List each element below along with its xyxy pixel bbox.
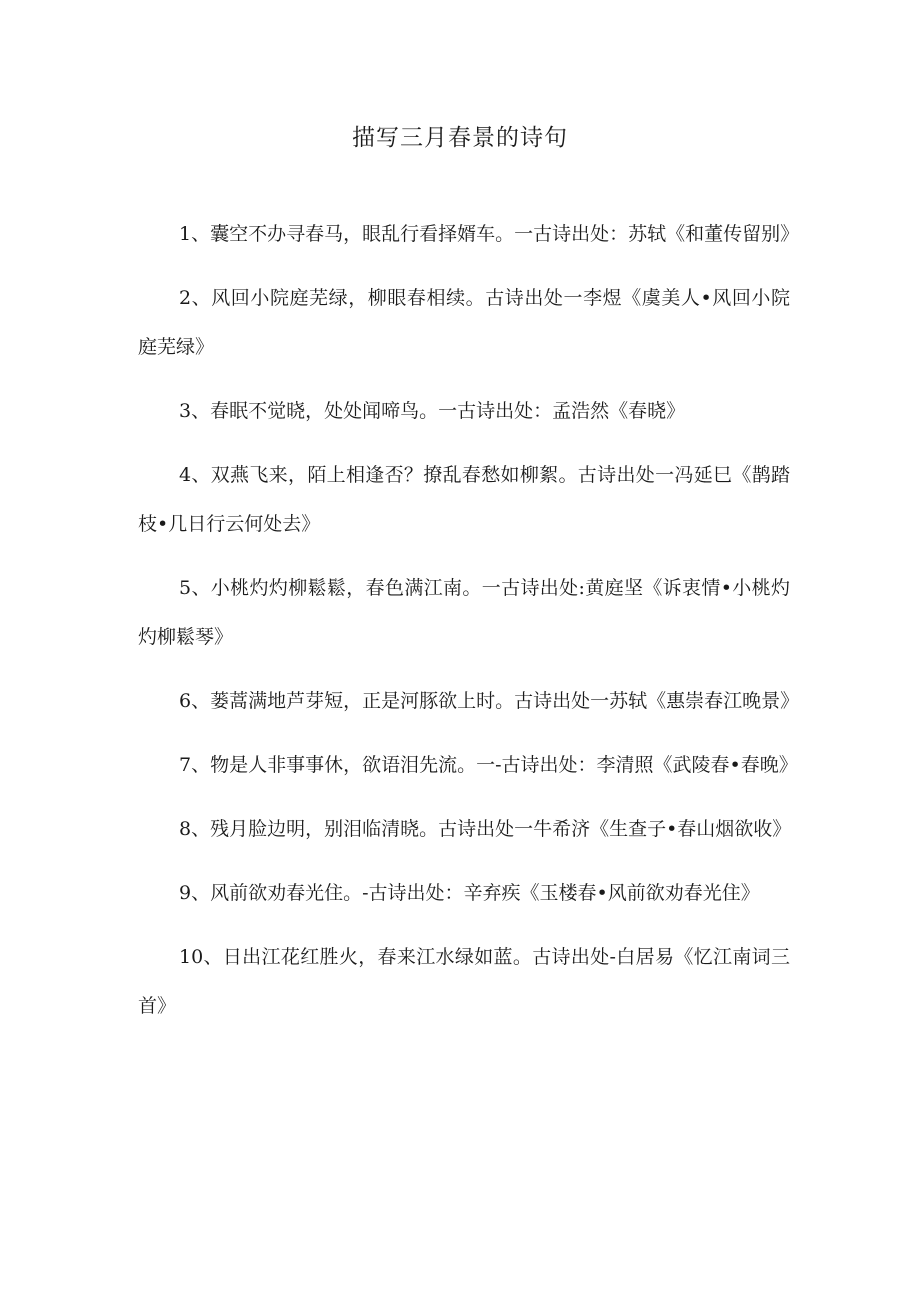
poem-item-2: 2、风回小院庭芜绿，柳眼春相续。古诗出处一李煜《虞美人•风回小院庭芜绿》 xyxy=(138,287,790,358)
poem-item-6: 6、蒌蒿满地芦芽短，正是河豚欲上时。古诗出处一苏轼《惠崇春江晚景》 xyxy=(179,690,800,712)
poem-item-1: 1、囊空不办寻春马，眼乱行看择婿车。一古诗出处：苏轼《和董传留别》 xyxy=(179,223,800,245)
poem-item-4: 4、双燕飞来，陌上相逢否？撩乱春愁如柳絮。古诗出处一冯延巳《鹊踏枝•几日行云何处去》 xyxy=(138,464,790,535)
poem-item-10: 10、日出江花红胜火，春来江水绿如蓝。古诗出处-白居易《忆江南词三首》 xyxy=(138,946,790,1017)
poem-item-8: 8、残月脸边明，别泪临清晓。古诗出处一牛希济《生查子•春山烟欲收》 xyxy=(179,818,792,840)
poem-list xyxy=(138,210,800,1046)
page-title: 描写三月春景的诗句 xyxy=(352,125,568,151)
poem-item-5: 5、小桃灼灼柳鬆鬆，春色满江南。一古诗出处:黄庭坚《诉衷情•小桃灼灼柳鬆琴》 xyxy=(138,577,790,648)
poem-item-3: 3、春眠不觉晓，处处闻啼鸟。一古诗出处：孟浩然《春晓》 xyxy=(179,400,686,422)
poem-item-9: 9、风前欲劝春光住。-古诗出处：辛弃疾《玉楼春•风前欲劝春光住》 xyxy=(179,882,760,904)
poem-item-7: 7、物是人非事事休，欲语泪先流。一-古诗出处：李清照《武陵春•春晚》 xyxy=(179,754,798,776)
